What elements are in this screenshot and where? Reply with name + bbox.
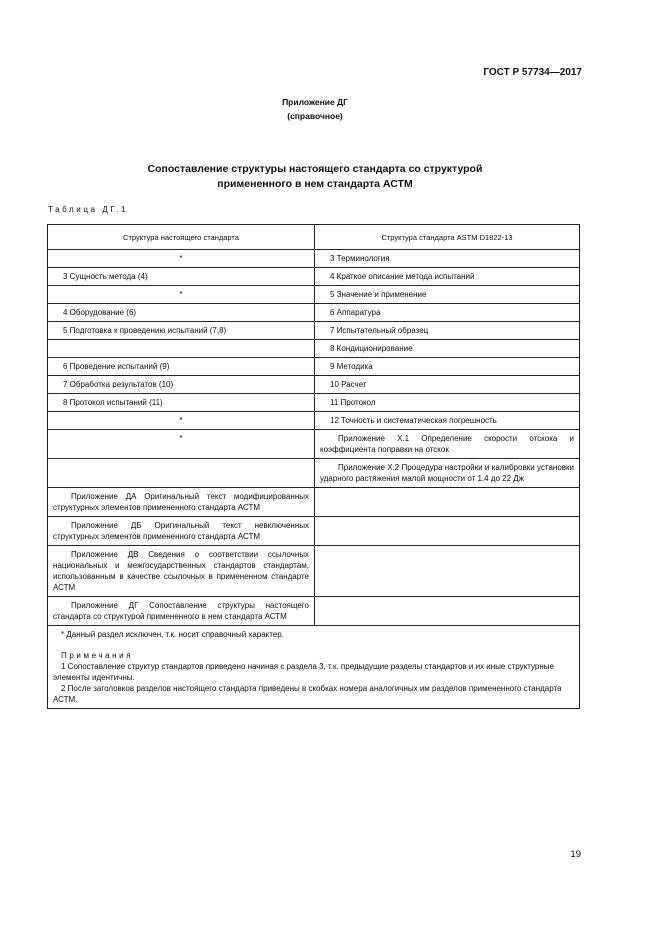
appendix-subtitle: (справочное) (287, 111, 343, 121)
appendix-heading (0, 95, 630, 123)
document-title-line-1: Сопоставление структуры настоящего стандарта со структурой (147, 163, 483, 175)
right-cell: 10 Расчет (315, 376, 580, 394)
table-header-row (48, 225, 580, 250)
right-cell: 11 Протокол (315, 394, 580, 412)
appendix-title: Приложение ДГ (282, 97, 348, 107)
right-cell: 12 Точность и систематическая погрешность (315, 412, 580, 430)
table-row (48, 340, 580, 358)
table-row (48, 488, 580, 517)
table-row (48, 376, 580, 394)
left-cell: * (48, 412, 315, 430)
right-cell (315, 597, 580, 626)
document-title-line-2: примененного в нем стандарта АСТМ (217, 178, 413, 190)
comparison-table (47, 224, 580, 709)
right-cell: 3 Терминология (315, 250, 580, 268)
left-cell: * (48, 286, 315, 304)
table-row (48, 394, 580, 412)
left-cell: * (48, 430, 315, 459)
right-cell: Приложение Х.2 Процедура настройки и калибровки установки ударного растяжения малой мощности от 1,4 до 22 Дж (315, 459, 580, 488)
table-row (48, 459, 580, 488)
table-row (48, 430, 580, 459)
table-notes (48, 626, 580, 709)
left-cell: 8 Протокол испытаний (11) (48, 394, 315, 412)
document-title (0, 162, 630, 192)
table-caption: Таблица ДГ.1 (48, 205, 129, 214)
table-row (48, 412, 580, 430)
right-cell: 5 Значение и применение (315, 286, 580, 304)
footnote: * Данный раздел исключен, т.к. носит справочный характер. (61, 630, 284, 639)
right-cell: 9 Методика (315, 358, 580, 376)
notes-heading: Примечания (61, 651, 134, 660)
left-cell: * (48, 250, 315, 268)
table-row (48, 250, 580, 268)
right-cell (315, 517, 580, 546)
table-row (48, 286, 580, 304)
note-2: 2 После заголовков разделов настоящего стандарта приведены в скобках номера аналогичных им разделов примененного стандарта АСТМ. (53, 684, 562, 704)
left-cell: 7 Обработка результатов (10) (48, 376, 315, 394)
left-cell: Приложение ДГ Сопоставление структуры настоящего стандарта со структурой примененного в нем стандарта АСТМ (48, 597, 315, 626)
table-row (48, 517, 580, 546)
page-number: 19 (570, 849, 581, 860)
right-cell: 4 Краткое описание метода испытаний (315, 268, 580, 286)
left-cell: 5 Подготовка к проведению испытаний (7,8) (48, 322, 315, 340)
right-cell: 6 Аппаратура (315, 304, 580, 322)
right-cell: 8 Кондиционирование (315, 340, 580, 358)
right-cell (315, 488, 580, 517)
column-header-this-standard: Структура настоящего стандарта (48, 225, 315, 250)
right-cell: 7 Испытательный образец (315, 322, 580, 340)
left-cell: Приложение ДА Оригинальный текст модифицированных структурных элементов примененного стандарта АСТМ (48, 488, 315, 517)
table-notes-row (48, 626, 580, 709)
standard-number: ГОСТ Р 57734—2017 (483, 67, 582, 78)
left-cell: 6 Проведение испытаний (9) (48, 358, 315, 376)
right-cell: Приложение Х.1 Определение скорости отскока и коэффициента поправки на отскок (315, 430, 580, 459)
note-1: 1 Сопоставление структур стандартов приведено начиная с раздела 3, т.к. предыдущие разделы стандартов и их иные структурные элементы идентичны. (53, 662, 554, 682)
left-cell: 3 Сущность метода (4) (48, 268, 315, 286)
table-row (48, 322, 580, 340)
table-row (48, 597, 580, 626)
table-row (48, 546, 580, 597)
left-cell: Приложение ДБ Оригинальный текст невключенных структурных элементов примененного стандарта АСТМ (48, 517, 315, 546)
left-cell (48, 340, 315, 358)
table-row (48, 304, 580, 322)
right-cell (315, 546, 580, 597)
left-cell: 4 Оборудование (6) (48, 304, 315, 322)
left-cell (48, 459, 315, 488)
table-row (48, 268, 580, 286)
table-row (48, 358, 580, 376)
column-header-astm-standard: Структура стандарта ASTM D1822-13 (315, 225, 580, 250)
left-cell: Приложение ДВ Сведения о соответствии ссылочных национальных и межгосударственных стандартов стандартам, использованным в качестве ссылочных в примененном стандарте АСТМ (48, 546, 315, 597)
